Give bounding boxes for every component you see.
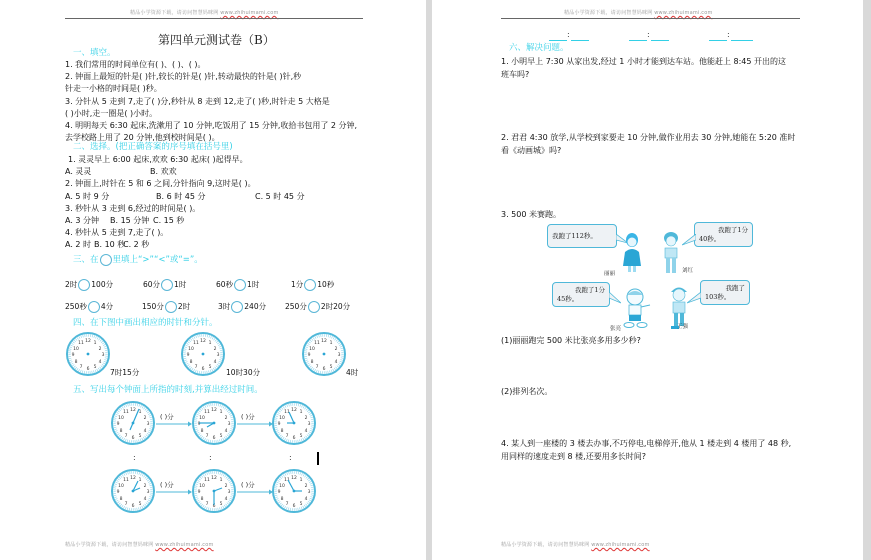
page-title: 第四单元测试卷（B）: [158, 33, 275, 47]
compare-circle-input[interactable]: [165, 301, 177, 313]
speech-line: 我跑了: [725, 284, 745, 292]
compare-item: 250秒 4分: [65, 302, 114, 311]
compare-circle-input[interactable]: [231, 301, 243, 313]
choice-q3-opt-c: C. 15 秒: [153, 216, 185, 225]
section-3-heading-pre: 三、在: [73, 255, 99, 265]
compare-circle-input[interactable]: [78, 279, 90, 291]
problem-3-sub-1: (1)丽丽跑完 500 米比张亮多用多少秒?: [501, 336, 641, 345]
document-page-2: [432, 0, 863, 560]
svg-text:6: 6: [86, 367, 90, 372]
choice-q1-opt-a: A. 灵灵: [65, 167, 92, 176]
page-footer-watermark: 精品小学资源下载，请访问智慧妈咪网 www.zhihuimami.com: [501, 542, 650, 548]
watermark-url[interactable]: www.zhihuimami.com: [654, 10, 713, 16]
time-colon: :: [647, 30, 650, 39]
bubble-tail: [682, 234, 696, 246]
fill-q4: 4. 明明每天 6:30 起床,洗漱用了 10 分钟,吃饭用了 15 分钟,收拾书包用了 2 分钟,: [65, 121, 358, 130]
clock-icon: [271, 400, 317, 446]
speech-bubble-zhangliang: [552, 282, 610, 307]
problem-2-cont: 看《动画城》吗?: [501, 146, 562, 155]
arrow-icon: [156, 488, 192, 496]
problem-3-sub-2: (2)排列名次。: [501, 387, 553, 396]
time-blank[interactable]: [731, 40, 753, 41]
svg-text:3: 3: [101, 353, 105, 358]
speech-line: 我跑了1分: [574, 286, 605, 294]
problem-1-cont: 班车吗?: [501, 70, 530, 79]
document-page-1: [0, 0, 426, 560]
watermark-url[interactable]: www.zhihuimami.com: [220, 10, 279, 16]
compare-circle-input[interactable]: [234, 279, 246, 291]
choice-q1-opt-b: B. 欢欢: [150, 167, 177, 176]
choice-q4-opt-c: C. 2 秒: [123, 240, 150, 249]
time-blank-colon[interactable]: :: [209, 453, 212, 462]
time-blank[interactable]: [571, 40, 589, 41]
time-blank-colon[interactable]: :: [133, 453, 136, 462]
svg-text:10: 10: [73, 347, 79, 352]
fill-q4-cont: 去学校路上用了 20 分钟,他到校时间是( )。: [65, 133, 220, 142]
page-footer-watermark: 精品小学资源下载，请访问智慧妈咪网 www.zhihuimami.com: [65, 542, 214, 548]
clock-label-2: 10时30分: [226, 368, 261, 377]
elapsed-minutes-blank[interactable]: ( )分: [160, 413, 174, 421]
page-header-watermark: 精品小学资源下载，请访问智慧妈咪网 www.zhihuimami.com: [564, 10, 713, 16]
speech-bubble-wangqiang: [700, 280, 750, 305]
girl-figure-icon: [658, 230, 684, 276]
clock-icon: [191, 468, 237, 514]
clock-icon: [191, 400, 237, 446]
time-blank[interactable]: [651, 40, 669, 41]
time-blank[interactable]: [629, 40, 647, 41]
section-4-heading: 四、在下图中画出相应的时针和分针。: [73, 318, 218, 328]
clock-icon: [110, 468, 156, 514]
clock-label-3: 4时: [346, 368, 359, 377]
choice-q4: 4. 秒针从 5 走到 7,走了( )。: [65, 228, 169, 237]
runner-name-lili: 丽丽: [604, 271, 616, 277]
header-rule: [65, 18, 363, 19]
watermark-url[interactable]: www.zhihuimami.com: [591, 542, 650, 548]
empty-clock-icon[interactable]: [180, 331, 226, 377]
page-header-watermark: [130, 9, 279, 16]
section-5-heading: 五、写出每个钟面上所指的时刻,并算出经过时间。: [73, 385, 263, 395]
time-blank-colon[interactable]: :: [289, 453, 292, 462]
clock-icon: [271, 468, 317, 514]
choice-q2-opt-a: A. 5 时 9 分: [65, 192, 110, 201]
empty-clock-icon[interactable]: [301, 331, 347, 377]
choice-q3-opt-b: B. 15 分钟: [110, 216, 150, 225]
time-colon: :: [727, 30, 730, 39]
compare-circle-input[interactable]: [88, 301, 100, 313]
time-blank[interactable]: [549, 40, 567, 41]
boy-figure-icon: [620, 287, 652, 329]
speech-line: 45秒。: [557, 295, 579, 303]
problem-2: 2. 君君 4:30 放学,从学校到家要走 10 分钟,做作业用去 30 分钟,她能在 5:20 准时: [501, 133, 796, 142]
runner-name-wangqiang: 王强: [677, 324, 689, 330]
compare-circle-input[interactable]: [304, 279, 316, 291]
fill-q1: 1. 我们常用的时间单位有( )、( )、( )。: [65, 60, 206, 69]
section-3-heading: [73, 254, 203, 266]
clock-icon: [110, 400, 156, 446]
compare-item: 250分 2时20分: [285, 302, 351, 311]
choice-q4-opt-a: A. 2 时: [65, 240, 92, 249]
arrow-icon: [237, 488, 273, 496]
compare-item: 3时 240分: [218, 302, 267, 311]
speech-line: 我跑了1分: [717, 226, 748, 234]
fill-q2: 2. 钟面上最短的针是( )针,较长的针是( )针,转动最快的针是( )针,秒: [65, 72, 302, 81]
svg-text:8: 8: [74, 360, 78, 365]
compare-circle-input[interactable]: [308, 301, 320, 313]
elapsed-minutes-blank[interactable]: ( )分: [241, 413, 255, 421]
time-blank[interactable]: [709, 40, 727, 41]
speech-line: 103秒。: [705, 293, 731, 301]
choice-q1: 1. 灵灵早上 6:00 起床,欢欢 6:30 起床( )起得早。: [68, 155, 248, 164]
compare-item: 150分 2时: [142, 302, 191, 311]
blank-circle-icon: [100, 254, 112, 266]
page-gutter-right: [863, 0, 871, 560]
header-rule: [501, 18, 800, 19]
speech-bubble-liuhong: [694, 222, 753, 247]
fill-q3: 3. 分针从 5 走到 7,走了( )分,秒针从 8 走到 12,走了( )秒,时针走 5 大格是: [65, 97, 330, 106]
section-6-heading: 六、解决问题。: [509, 43, 569, 53]
section-2-heading: 二、选择。(把正确答案的序号填在括号里): [73, 142, 233, 152]
section-3-heading-post: 里填上“>”“<”或“=”。: [112, 255, 203, 265]
girl-figure-icon: [620, 232, 644, 276]
speech-bubble-lili: 我跑了112秒。: [547, 224, 617, 248]
compare-item: 60分 1时: [143, 280, 187, 289]
svg-text:12: 12: [85, 339, 91, 344]
svg-text:4: 4: [98, 360, 102, 365]
fill-q3-cont: ( )小时,走一圈是( )小时。: [65, 109, 158, 118]
svg-text:11: 11: [78, 341, 84, 346]
watermark-url[interactable]: www.zhihuimami.com: [155, 542, 214, 548]
problem-4: 4. 某人到一座楼的 3 楼去办事,不巧停电,电梯停开,他从 1 楼走到 4 楼用了 48 秒,: [501, 439, 792, 448]
problem-3: 3. 500 米赛跑。: [501, 210, 561, 219]
choice-q2-opt-c: C. 5 时 45 分: [255, 192, 305, 201]
svg-text:2: 2: [98, 347, 102, 352]
speech-line: 40秒。: [699, 235, 721, 243]
choice-q3: 3. 秒针从 3 走到 6,经过的时间是( )。: [65, 204, 201, 213]
svg-text:7: 7: [79, 365, 83, 370]
runner-name-liuhong: 刘红: [682, 268, 694, 274]
arrow-icon: [156, 420, 192, 428]
arrow-icon: [237, 420, 273, 428]
watermark-text: 精品小学资源下载，请访问智慧妈咪网: [130, 10, 221, 16]
compare-circle-input[interactable]: [161, 279, 173, 291]
svg-text:1: 1: [93, 341, 97, 346]
svg-text:5: 5: [93, 365, 97, 370]
empty-clock-icon[interactable]: [65, 331, 111, 377]
choice-q2-opt-b: B. 6 时 45 分: [156, 192, 206, 201]
compare-item: 60秒 1时: [216, 280, 260, 289]
text-cursor: [317, 452, 319, 465]
elapsed-minutes-blank[interactable]: ( )分: [160, 481, 174, 489]
elapsed-minutes-blank[interactable]: ( )分: [241, 481, 255, 489]
problem-4-cont: 用同样的速度走到 8 楼,还要用多长时间?: [501, 452, 646, 461]
problem-1: 1. 小明早上 7:30 从家出发,经过 1 小时才能到达车站。他能赶上 8:45 开出的这: [501, 57, 786, 66]
runner-name-zhangliang: 张亮: [610, 326, 622, 332]
compare-item: 1分 10秒: [291, 280, 335, 289]
section-1-heading: 一、填空。: [73, 48, 116, 58]
choice-q2: 2. 钟面上,时针在 5 和 6 之间,分针指向 9,这时是( )。: [65, 179, 256, 188]
choice-q4-opt-b: B. 10 秒: [94, 240, 126, 249]
choice-q3-opt-a: A. 3 分钟: [65, 216, 100, 225]
time-colon: :: [567, 30, 570, 39]
svg-text:9: 9: [71, 353, 75, 358]
fill-q2-cont: 针走一小格的时间是( )秒。: [65, 84, 162, 93]
compare-item: 2时 100分: [65, 280, 114, 289]
clock-label-1: 7时15分: [110, 368, 140, 377]
